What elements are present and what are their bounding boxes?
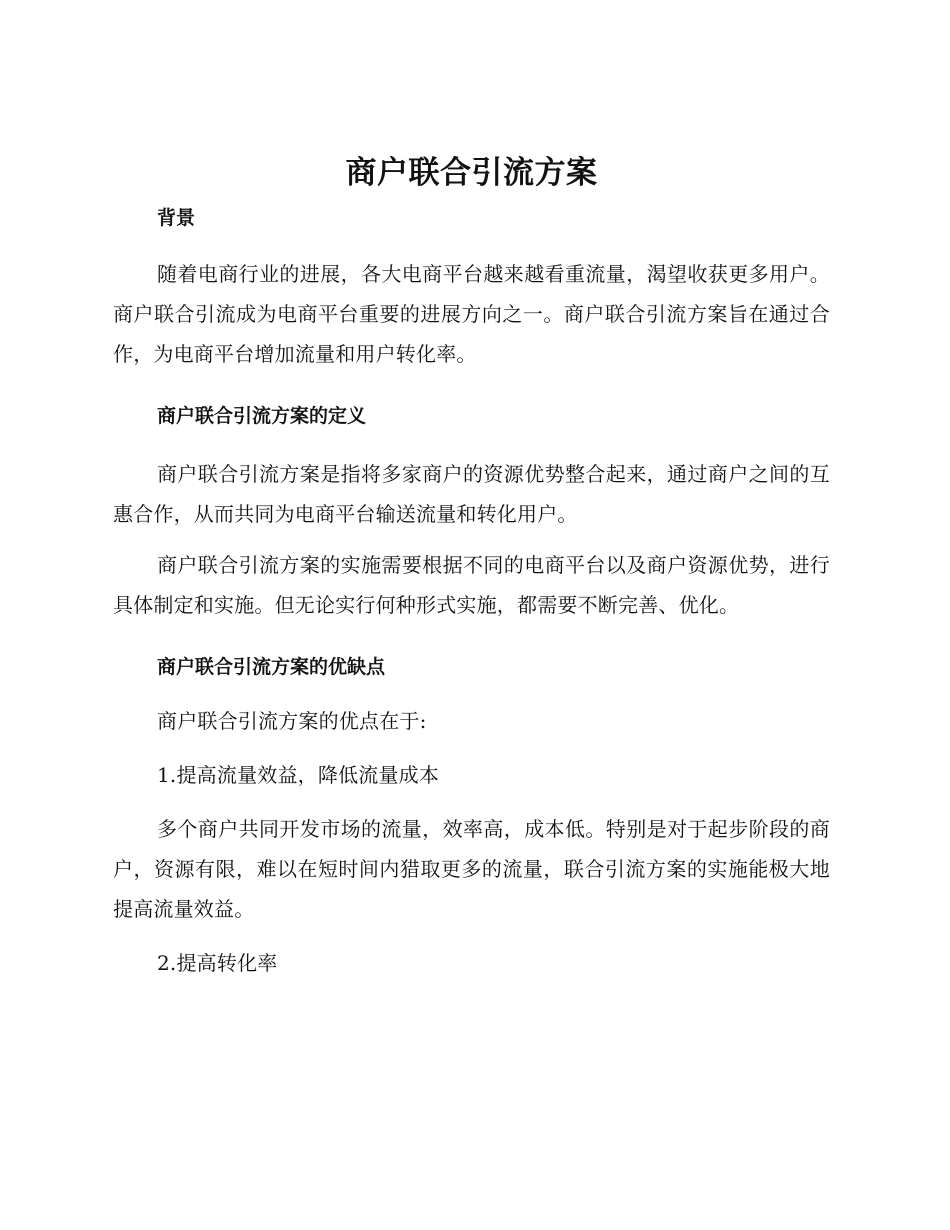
list-item-point-1-title: 1.提高流量效益，降低流量成本	[157, 763, 440, 787]
paragraph-definition-2: 商户联合引流方案的实施需要根据不同的电商平台以及商户资源优势，进行具体制定和实施。但无论实行何种形式实施，都需要不断完善、优化。	[113, 553, 830, 617]
paragraph-definition-1: 商户联合引流方案是指将多家商户的资源优势整合起来，通过商户之间的互惠合作，从而共同为电商平台输送流量和转化用户。	[113, 462, 830, 526]
paragraph-background: 随着电商行业的进展，各大电商平台越来越看重流量，渴望收获更多用户。商户联合引流成为电商平台重要的进展方向之一。商户联合引流方案旨在通过合作，为电商平台增加流量和用户转化率。	[113, 262, 830, 366]
paragraph-point-1-body: 多个商户共同开发市场的流量，效率高，成本低。特别是对于起步阶段的商户，资源有限，难以在短时间内猎取更多的流量，联合引流方案的实施能极大地提高流量效益。	[113, 817, 830, 921]
document-body	[113, 150, 830, 983]
section-heading-definition: 商户联合引流方案的定义	[157, 405, 367, 427]
section-heading-pros-cons: 商户联合引流方案的优缺点	[157, 656, 386, 678]
paragraph-pros-intro: 商户联合引流方案的优点在于:	[157, 709, 427, 733]
list-item-point-2-title: 2.提高转化率	[157, 951, 278, 975]
section-heading-background: 背景	[157, 207, 196, 229]
document-title: 商户联合引流方案	[345, 155, 598, 191]
